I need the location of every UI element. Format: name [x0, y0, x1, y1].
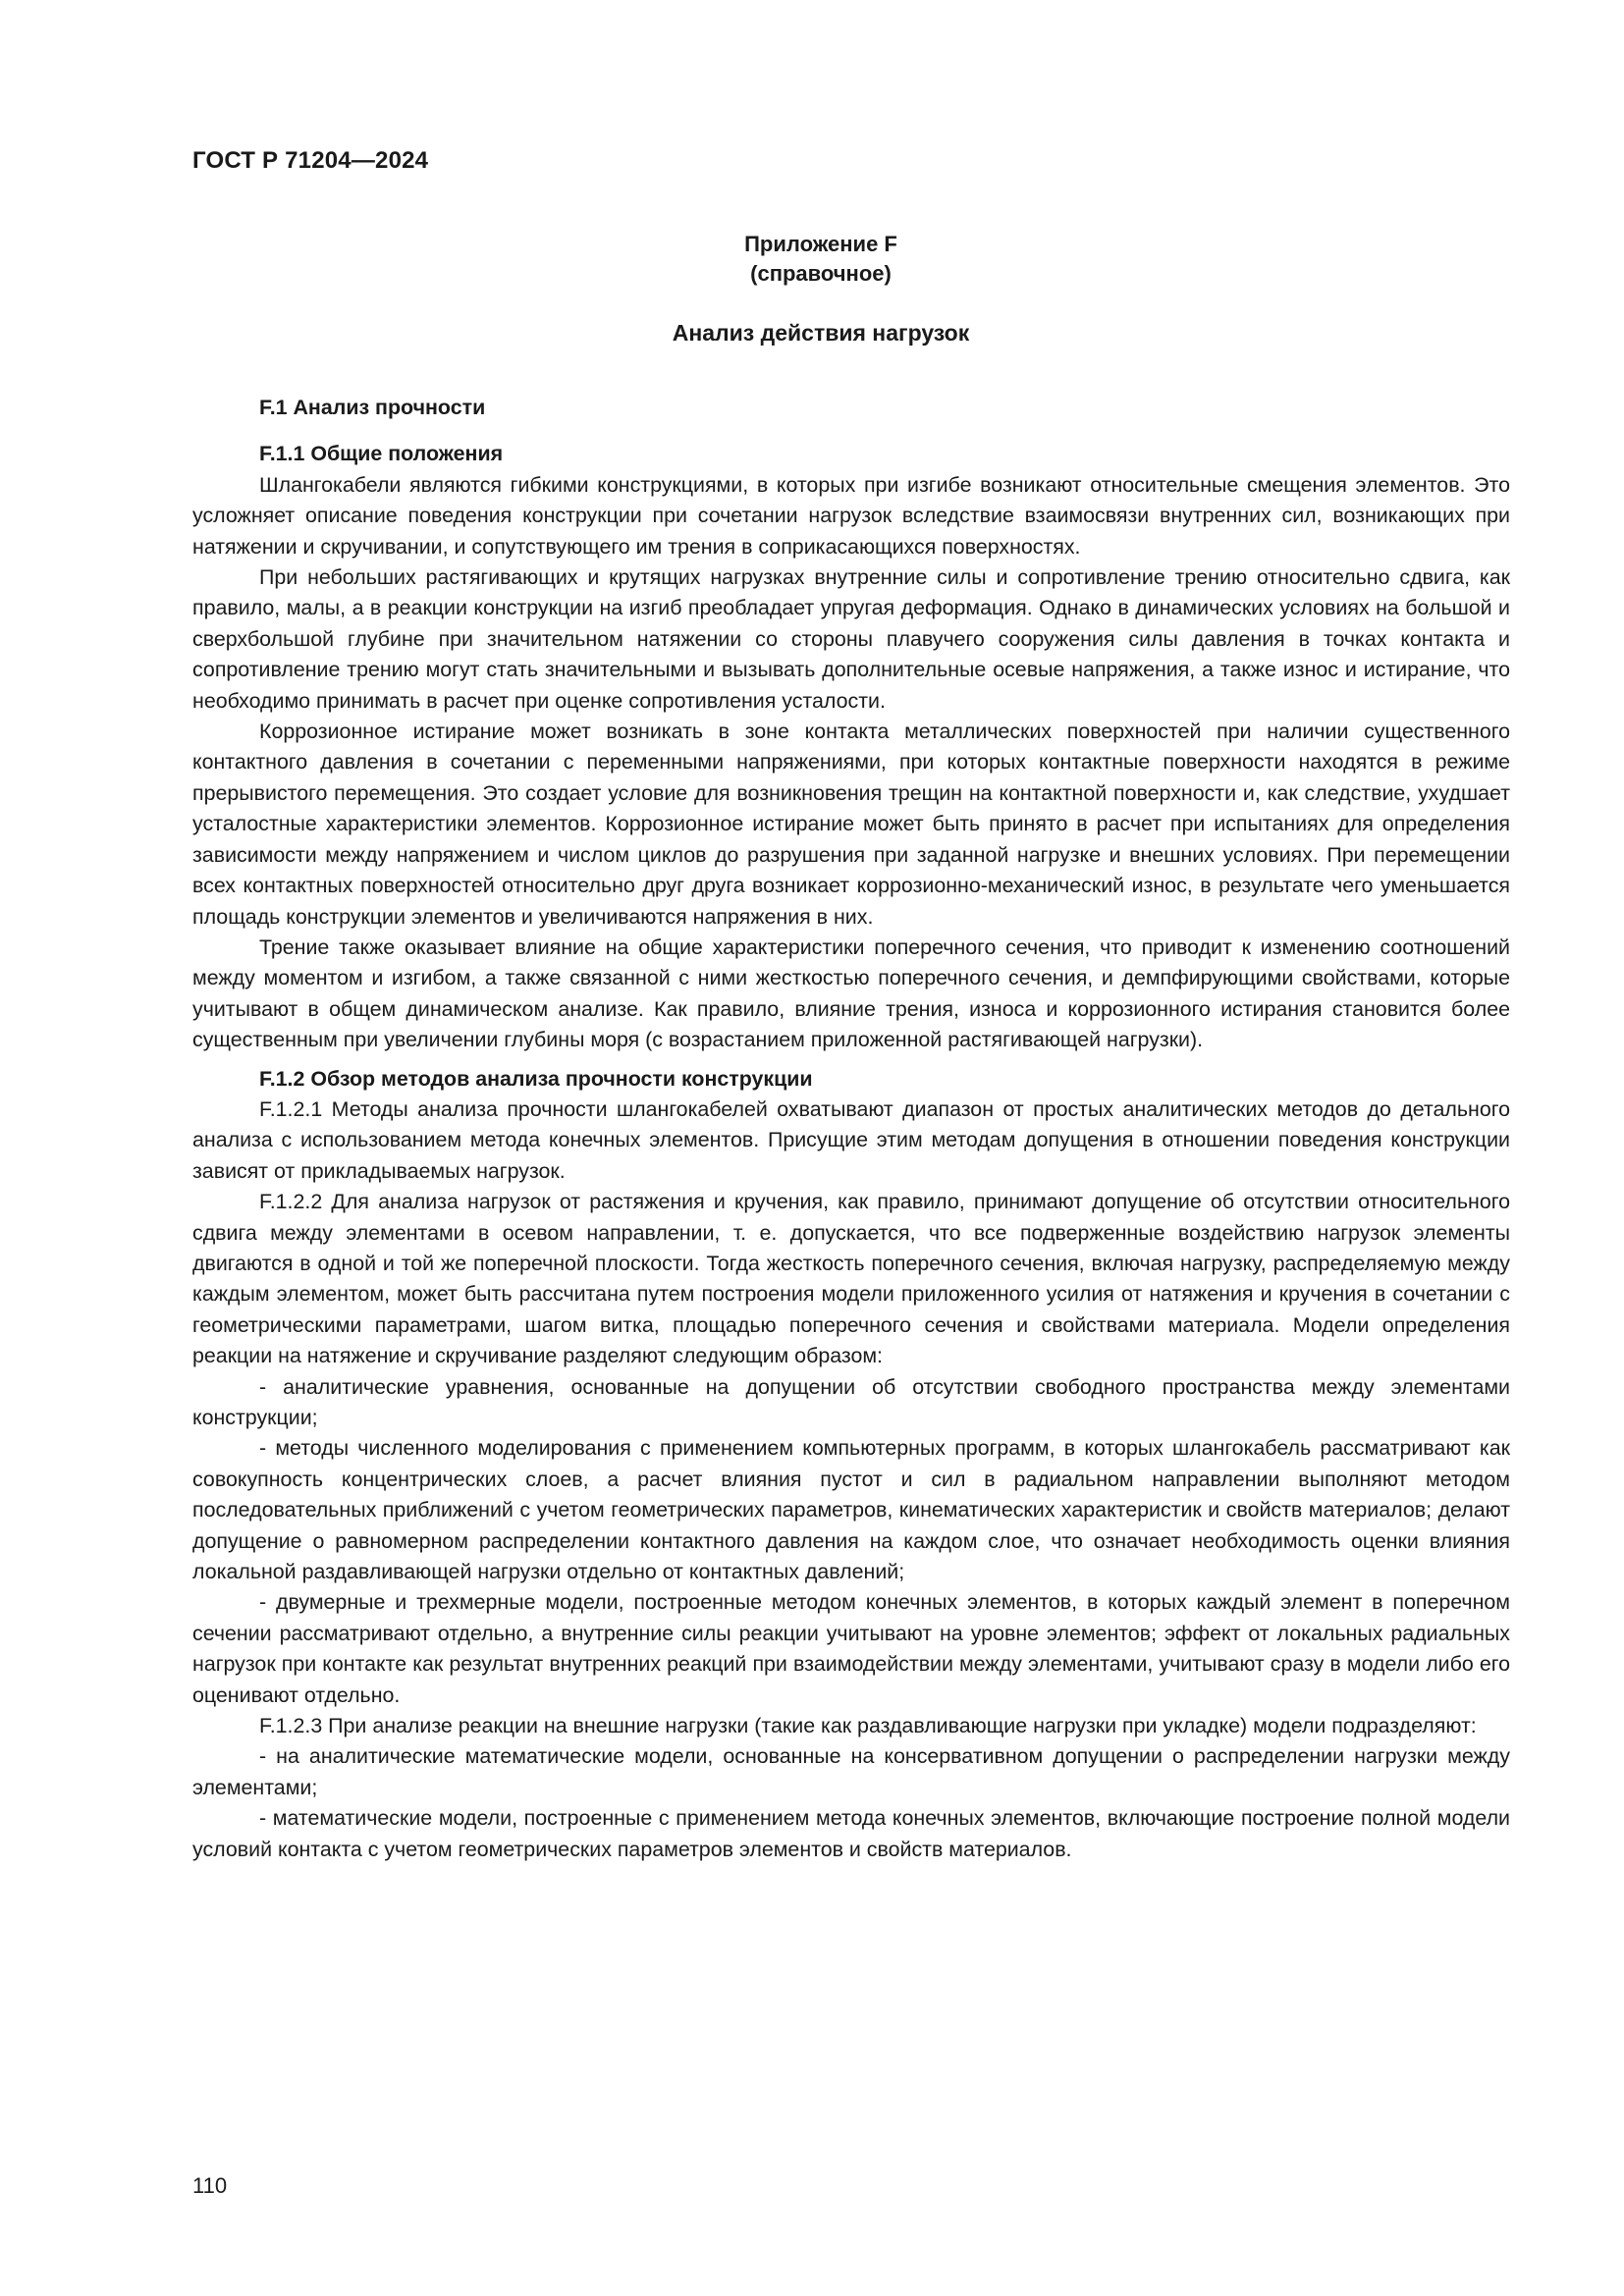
appendix-subtitle: (справочное): [750, 261, 892, 286]
paragraph: Шлангокабели являются гибкими конструкциями, в которых при изгибе возникают относительные смещения элементов. Это усложняет описание поведения конструкции при сочетании нагрузок вследствие взаимосвязи внутренних сил, возникающих при натяжении и скручивании, и сопутствующего им трения в соприкасающихся поверхностях.: [192, 472, 1510, 559]
list-item: - математические модели, построенные с применением метода конечных элементов, включающие построение полной модели условий контакта с учетом геометрических параметров элементов и свойств материалов.: [192, 1806, 1510, 1861]
document-body: [192, 393, 1510, 1865]
appendix-title: Приложение F: [744, 232, 897, 256]
paragraph: F.1.2.3 При анализе реакции на внешние нагрузки (такие как раздавливающие нагрузки при укладке) модели подразделяют:: [259, 1714, 1477, 1738]
list-item: - аналитические уравнения, основанные на допущении об отсутствии свободного пространства между элементами конструкции;: [192, 1374, 1510, 1429]
document-code: ГОСТ Р 71204—2024: [192, 147, 429, 174]
subsection-heading-f11: F.1.1 Общие положения: [259, 442, 504, 466]
list-item: - двумерные и трехмерные модели, построенные методом конечных элементов, в которых каждый элемент в поперечном сечении рассматривают отдельно, а внутренние силы реакции учитывают на уровне элементов; эффект от локальных радиальных нагрузок при контакте как результат внутренних реакций при взаимодействии между элементами, учитывают сразу в модели либо его оценивают отдельно.: [192, 1590, 1510, 1707]
paragraph: F.1.2.1 Методы анализа прочности шлангокабелей охватывают диапазон от простых аналитических методов до детального анализа с использованием метода конечных элементов. Присущие этим методам допущения в отношении поведения конструкции зависят от прикладываемых нагрузок.: [192, 1096, 1510, 1183]
paragraph: Трение также оказывает влияние на общие характеристики поперечного сечения, что приводит к изменению соотношений между моментом и изгибом, а также связанной с ними жесткостью поперечного сечения, и демпфирующими свойствами, которые учитывают в общем динамическом анализе. Как правило, влияние трения, износа и коррозионного истирания становится более существенным при увеличении глубины моря (с возрастанием приложенной растягивающей нагрузки).: [192, 934, 1510, 1052]
page-number: 110: [192, 2173, 228, 2198]
section-heading-f1: F.1 Анализ прочности: [259, 396, 486, 419]
subsection-heading-f12: F.1.2 Обзор методов анализа прочности конструкции: [259, 1066, 813, 1091]
paragraph: Коррозионное истирание может возникать в зоне контакта металлических поверхностей при наличии существенного контактного давления в сочетании с переменными напряжениями, при которых контактные поверхности находятся в режиме прерывистого перемещения. Это создает условие для возникновения трещин на контактной поверхности и, как следствие, ухудшает усталостные характеристики элементов. Коррозионное истирание может быть принято в расчет при испытаниях для определения зависимости между напряжением и числом циклов до разрушения при заданной нагрузке и внешних условиях. При перемещении всех контактных поверхностей относительно друг друга возникает коррозионно-механический износ, в результате чего уменьшается площадь конструкции элементов и увеличиваются напряжения в них.: [192, 720, 1510, 929]
list-item: - методы численного моделирования с применением компьютерных программ, в которых шлангокабель рассматривают как совокупность концентрических слоев, а расчет влияния пустот и сил в радиальном направлении выполняют методом последовательных приближений с учетом геометрических параметров, кинематических характеристик и свойств материалов; делают допущение о равномерном распределении контактного давления на каждом слое, что означает необходимость оценки влияния локальной раздавливающей нагрузки отдельно от контактных давлений;: [192, 1436, 1510, 1584]
list-item: - на аналитические математические модели, основанные на консервативном допущении о распределении нагрузки между элементами;: [192, 1744, 1510, 1799]
paragraph: При небольших растягивающих и крутящих нагрузках внутренние силы и сопротивление трению относительно сдвига, как правило, малы, а в реакции конструкции на изгиб преобладает упругая деформация. Однако в динамических условиях на большой и сверхбольшой глубине при значительном натяжении со стороны плавучего сооружения силы давления в точках контакта и сопротивление трению могут стать значительными и вызывать дополнительные осевые напряжения, а также износ и истирание, что необходимо принимать в расчет при оценке сопротивления усталости.: [192, 565, 1510, 713]
paragraph: F.1.2.2 Для анализа нагрузок от растяжения и кручения, как правило, принимают допущение об отсутствии относительного сдвига между элементами в осевом направлении, т. е. допускается, что все подверженные воздействию нагрузок элементы двигаются в одной и той же поперечной плоскости. Тогда жесткость поперечного сечения, включая нагрузку, распределяемую между каждым элементом, может быть рассчитана путем построения модели приложенного усилия от натяжения и кручения в сочетании с геометрическими параметрами, шагом витка, площадью поперечного сечения и свойствами материала. Модели определения реакции на натяжение и скручивание разделяют следующим образом:: [192, 1190, 1510, 1368]
appendix-heading: Анализ действия нагрузок: [672, 320, 970, 346]
